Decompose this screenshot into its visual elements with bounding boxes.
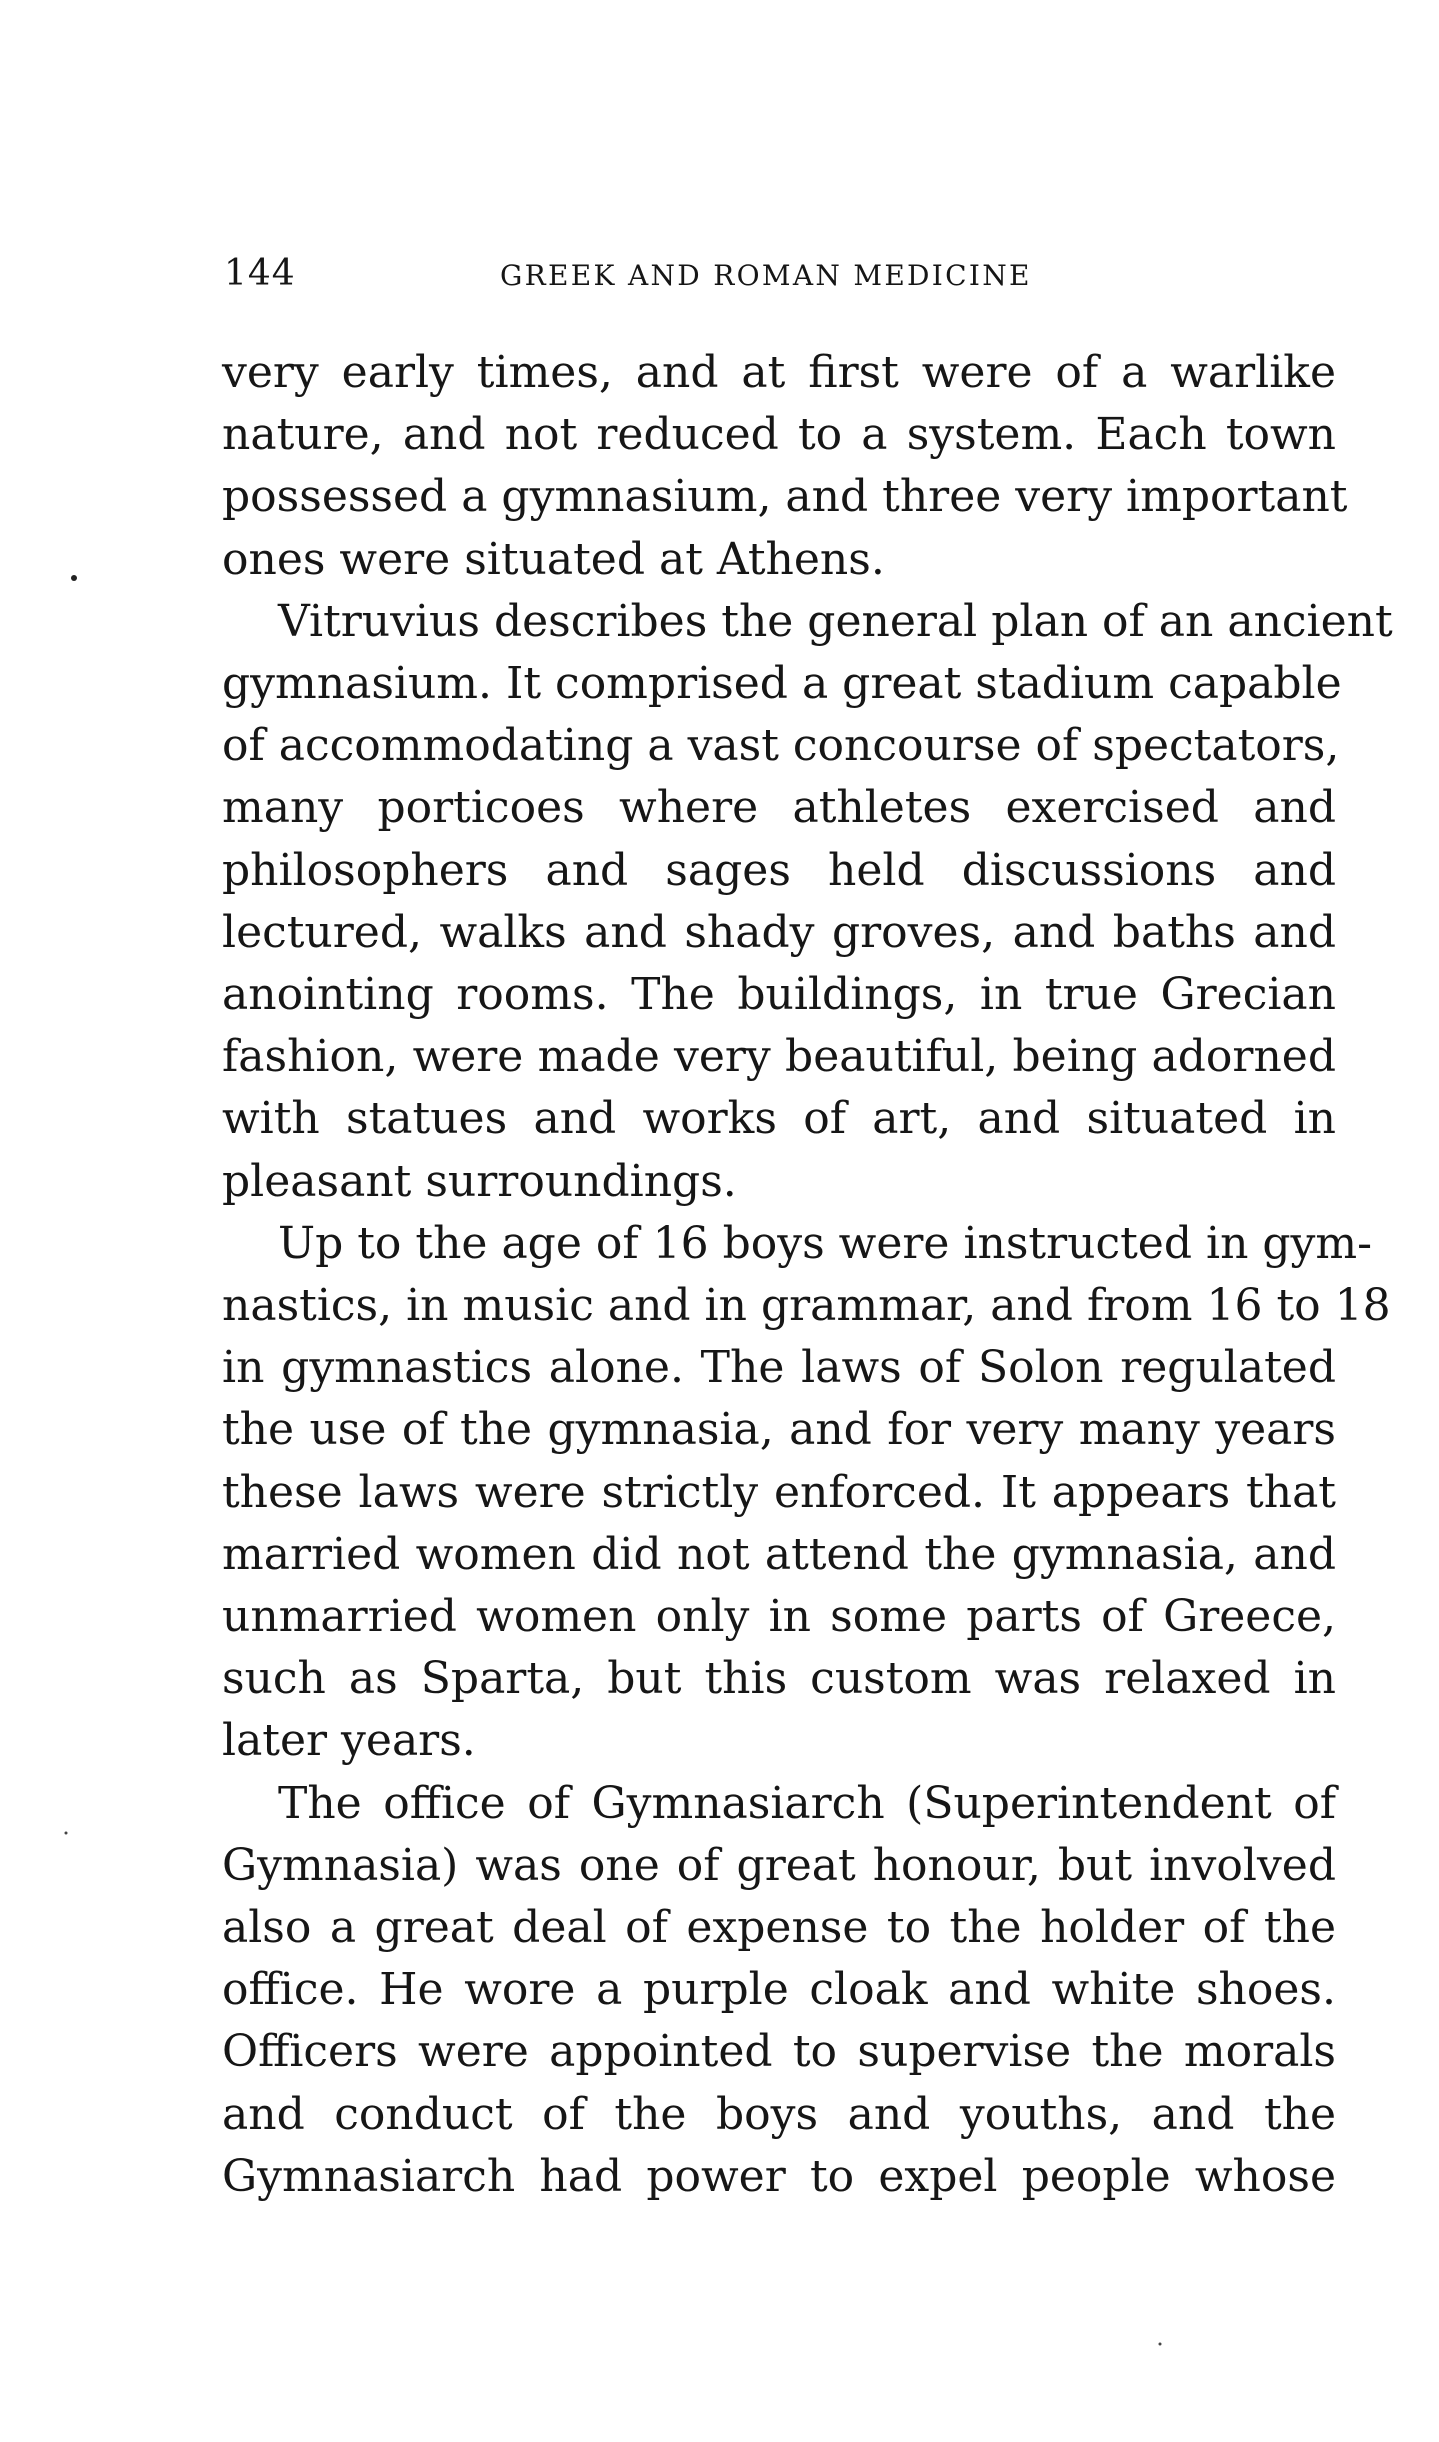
text-line: many porticoes where athletes exercised and [222,782,1336,834]
scan-speck [65,1832,68,1835]
text-line: married women did not attend the gymnasia, and [222,1528,1336,1580]
page-number: 144 [224,253,296,294]
body-text [222,342,1393,2208]
text-line: lectured, walks and shady groves, and baths and [222,906,1336,958]
text-line: Up to the age of 16 boys were instructed in gym- [278,1217,1373,1269]
running-title: GREEK AND ROMAN MEDICINE [500,259,1032,292]
text-line: later years. [222,1715,476,1767]
text-line: Officers were appointed to supervise the morals [222,2026,1336,2078]
text-line: in gymnastics alone. The laws of Solon regulated [222,1342,1336,1394]
text-line: of accommodating a vast concourse of spectators, [222,720,1340,772]
paragraph-2 [222,591,1393,1213]
text-line: Gymnasiarch had power to expel people whose [222,2150,1336,2202]
text-line: fashion, were made very beautiful, being adorned [222,1031,1336,1083]
scan-speck [71,575,77,581]
text-line: Gymnasia) was one of great honour, but involved [222,1839,1336,1891]
text-line: and conduct of the boys and youths, and the [222,2088,1336,2140]
text-line: Vitruvius describes the general plan of an ancient [278,595,1393,647]
text-line: philosophers and sages held discussions and [222,844,1336,896]
text-line: office. He wore a purple cloak and white shoes. [222,1964,1336,2016]
text-line: possessed a gymnasium, and three very important [222,471,1348,523]
text-line: anointing rooms. The buildings, in true Grecian [222,969,1336,1021]
text-line: nastics, in music and in grammar, and from 16 to 18 [222,1280,1391,1332]
text-line: pleasant surroundings. [222,1155,737,1207]
text-line: the use of the gymnasia, and for very many years [222,1404,1336,1456]
paragraph-3 [222,1213,1391,1773]
text-line: these laws were strictly enforced. It appears that [222,1466,1336,1518]
text-line: The office of Gymnasiarch (Superintendent of [278,1777,1336,1829]
running-head [224,254,1335,294]
paragraph-1 [222,342,1348,591]
text-line: also a great deal of expense to the holder of the [222,1902,1336,1954]
text-line: nature, and not reduced to a system. Each town [222,409,1336,461]
text-line: ones were situated at Athens. [222,533,885,585]
scan-speck [1159,2343,1162,2346]
text-line: very early times, and at first were of a warlike [222,347,1336,398]
paragraph-4 [222,1773,1336,2208]
text-line: with statues and works of art, and situated in [222,1093,1336,1145]
text-line: unmarried women only in some parts of Greece, [222,1591,1336,1643]
text-line: such as Sparta, but this custom was relaxed in [222,1653,1336,1705]
text-line: gymnasium. It comprised a great stadium capable [222,658,1342,710]
